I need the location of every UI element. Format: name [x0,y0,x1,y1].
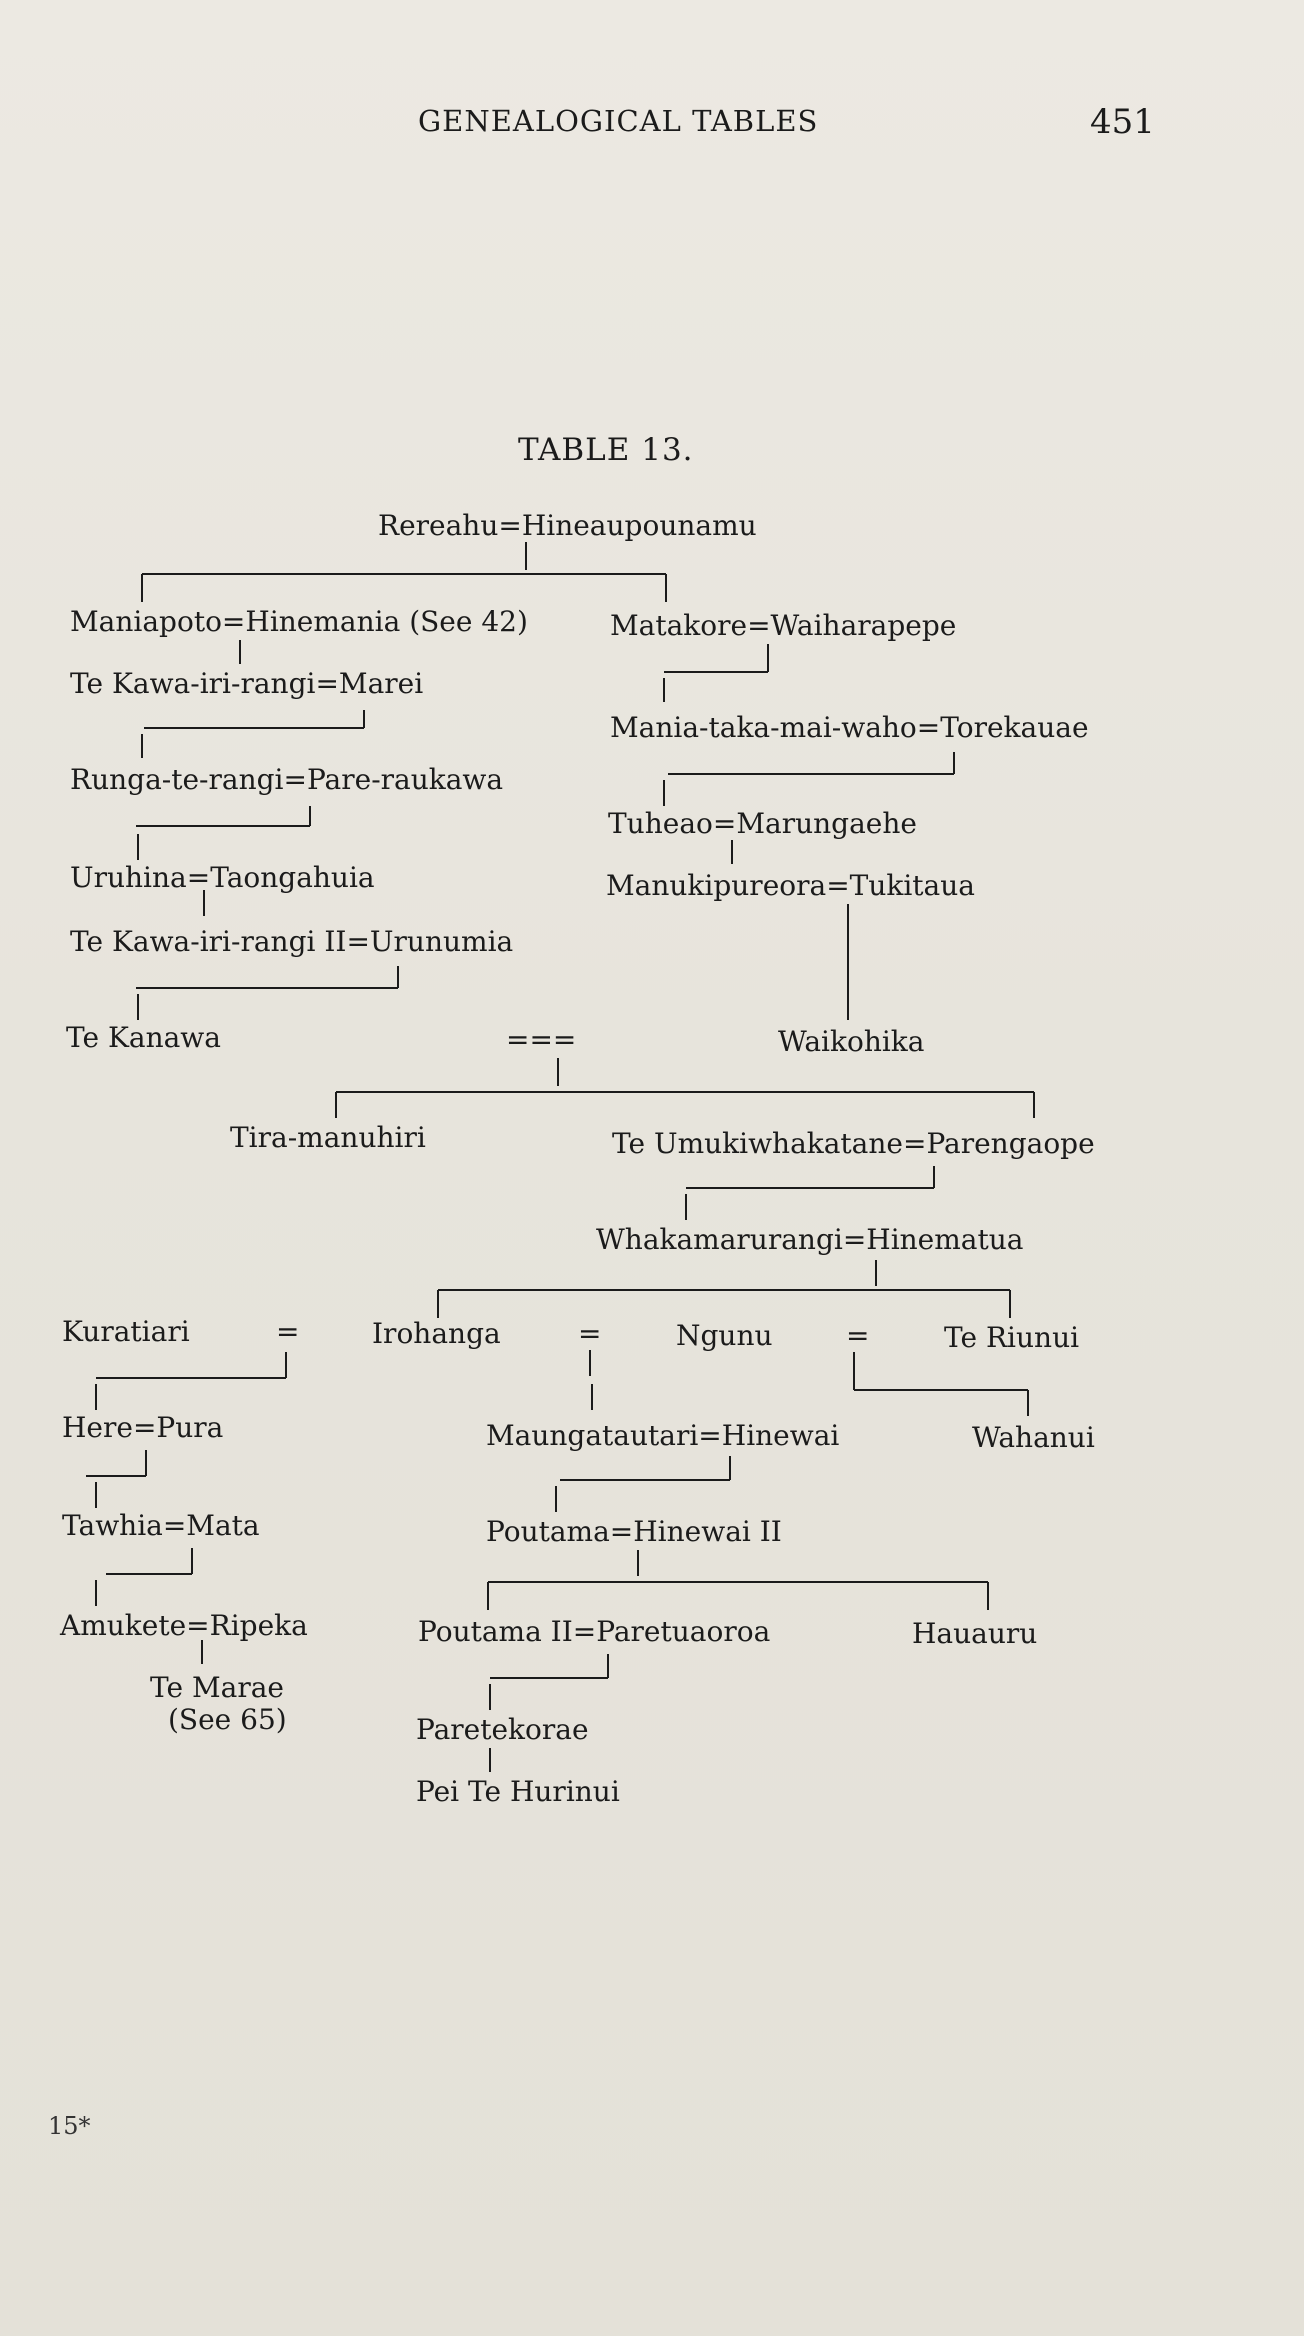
entry-see-65: (See 65) [168,1703,287,1736]
entry-tawhia: Tawhia=Mata [62,1509,260,1542]
entry-ngunu: Ngunu [676,1319,773,1352]
entry-irohanga: Irohanga [372,1317,501,1350]
entry-poutama: Poutama=Hinewai II [486,1515,782,1548]
entry-kuratiari: Kuratiari [62,1315,190,1348]
entry-mania-taka-mai-waho: Mania-taka-mai-waho=Torekauae [610,711,1089,744]
entry-rereahu: Rereahu=Hineaupounamu [378,509,757,542]
entry-te-riunui: Te Riunui [944,1321,1080,1354]
entry-te-kanawa: Te Kanawa [66,1021,221,1054]
page-number: 451 [1090,102,1155,142]
entry-te-kawa-iri-rangi: Te Kawa-iri-rangi=Marei [70,667,424,700]
entry-amukete: Amukete=Ripeka [60,1609,308,1642]
union-sign-3: = [846,1319,870,1352]
entry-uruhina: Uruhina=Taongahuia [70,861,375,894]
entry-waikohika: Waikohika [778,1025,925,1058]
entry-te-kawa-iri-rangi-ii: Te Kawa-iri-rangi II=Urunumia [70,925,514,958]
entry-manukipureora: Manukipureora=Tukitaua [606,869,975,902]
entry-tira-manuhiri: Tira-manuhiri [230,1121,426,1154]
entry-maniapoto: Maniapoto=Hinemania (See 42) [70,605,528,638]
union-marriage-sign: === [506,1023,577,1056]
entry-tuheao: Tuheao=Marungaehe [608,807,917,840]
table-title: TABLE 13. [518,432,694,468]
entry-maungatautari: Maungatautari=Hinewai [486,1419,840,1452]
entry-here: Here=Pura [62,1411,224,1444]
entry-runga-te-rangi: Runga-te-rangi=Pare-raukawa [70,763,504,796]
entry-wahanui: Wahanui [972,1421,1095,1454]
entry-hauauru: Hauauru [912,1617,1038,1650]
entry-paretekorae: Paretekorae [416,1713,589,1746]
entry-matakore: Matakore=Waiharapepe [610,609,957,642]
entry-whakamarurangi: Whakamarurangi=Hinematua [596,1223,1024,1256]
union-sign-2: = [578,1317,602,1350]
entry-te-marae: Te Marae [150,1671,284,1704]
folio-mark: 15* [48,2112,91,2140]
entry-pei-te-hurinui: Pei Te Hurinui [416,1775,620,1808]
entry-te-umukiwhakatane: Te Umukiwhakatane=Parengaope [612,1127,1095,1160]
running-header: GENEALOGICAL TABLES [418,104,819,138]
entry-poutama-ii: Poutama II=Paretuaoroa [418,1615,771,1648]
union-sign-1: = [276,1315,300,1348]
